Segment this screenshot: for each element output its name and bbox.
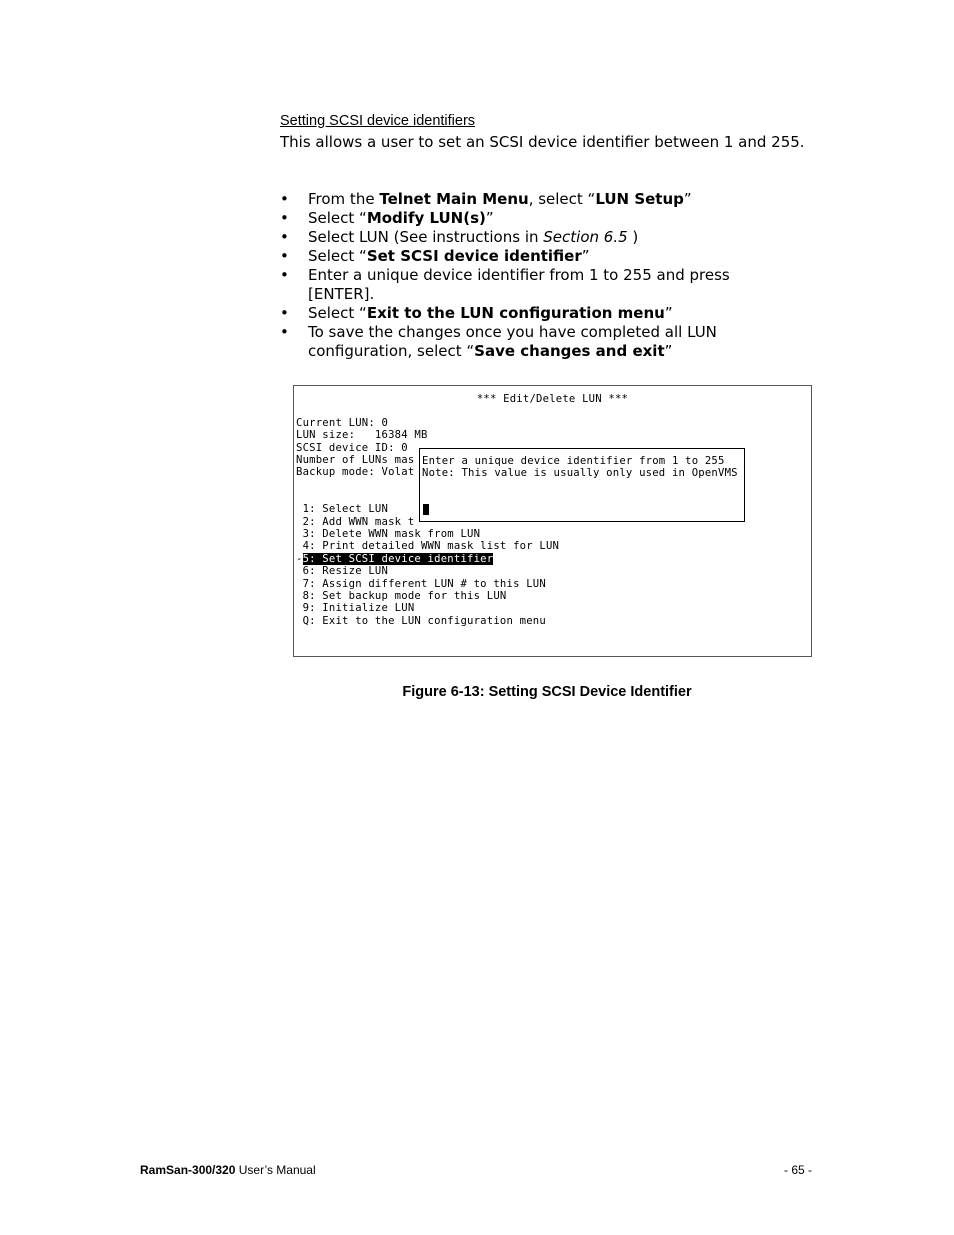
- terminal-screenshot: [293, 385, 812, 657]
- scsi-device-id-line: SCSI device ID: 0: [296, 442, 408, 454]
- dialog-note: Note: This value is usually only used in OpenVMS: [422, 467, 738, 479]
- bullet-icon: •: [280, 228, 289, 246]
- list-item: • Select “Modify LUN(s)”: [280, 209, 494, 227]
- figure-caption: Figure 6-13: Setting SCSI Device Identifier: [402, 684, 692, 700]
- backup-mode-line: Backup mode: Volat: [296, 466, 415, 478]
- bullet-icon: •: [280, 304, 289, 322]
- list-item: • Enter a unique device identifier from 1 to 255 and press [ENTER].: [280, 266, 730, 303]
- menu-item-print-wwn-mask[interactable]: 4: Print detailed WWN mask list for LUN: [296, 540, 560, 552]
- dialog-prompt: Enter a unique device identifier from 1 to 255: [422, 455, 725, 467]
- list-item: • From the Telnet Main Menu, select “LUN Setup”: [280, 190, 692, 208]
- bullet-icon: •: [280, 266, 289, 284]
- bullet-icon: •: [280, 247, 289, 265]
- list-item: • Select “Exit to the LUN configuration menu”: [280, 304, 673, 322]
- text-cursor[interactable]: [423, 504, 429, 515]
- menu-item-set-scsi-id[interactable]: [296, 553, 493, 565]
- lun-size-line: LUN size: 16384 MB: [296, 429, 428, 441]
- steps-list: [280, 190, 800, 361]
- bullet-icon: •: [280, 190, 289, 208]
- menu-item-resize-lun[interactable]: 6: Resize LUN: [296, 565, 389, 577]
- menu-item-select-lun[interactable]: 1: Select LUN: [296, 503, 389, 515]
- menu-item-delete-wwn-mask[interactable]: 3: Delete WWN mask from LUN: [296, 528, 481, 540]
- number-of-luns-line: Number of LUNs mas: [296, 454, 415, 466]
- current-lun-line: Current LUN: 0: [296, 417, 389, 429]
- bullet-icon: •: [280, 323, 289, 341]
- menu-item-initialize-lun[interactable]: 9: Initialize LUN: [296, 602, 415, 614]
- list-item: • Select “Set SCSI device identifier”: [280, 247, 590, 265]
- identifier-dialog: [419, 448, 745, 522]
- menu-item-backup-mode[interactable]: 8: Set backup mode for this LUN: [296, 590, 507, 602]
- list-item: • Select LUN (See instructions in Section 6.5 ): [280, 228, 639, 246]
- selection-marker: -: [296, 553, 303, 565]
- menu-item-exit[interactable]: Q: Exit to the LUN configuration menu: [296, 615, 546, 627]
- menu-item-add-wwn-mask[interactable]: 2: Add WWN mask t: [296, 516, 415, 528]
- terminal-title: *** Edit/Delete LUN ***: [476, 393, 629, 405]
- section-heading: Setting SCSI device identifiers: [280, 113, 476, 129]
- footer-title: RamSan-300/320 User’s Manual: [140, 1163, 316, 1177]
- menu-item-assign-lun[interactable]: 7: Assign different LUN # to this LUN: [296, 578, 546, 590]
- selected-menu-label: 5: Set SCSI device identifier: [302, 553, 494, 565]
- list-item: • To save the changes once you have completed all LUN configuration, select “Save changes and exit”: [280, 323, 717, 360]
- page-number: - 65 -: [784, 1163, 813, 1177]
- intro-paragraph: This allows a user to set an SCSI device identifier between 1 and 255.: [280, 133, 805, 151]
- bullet-icon: •: [280, 209, 289, 227]
